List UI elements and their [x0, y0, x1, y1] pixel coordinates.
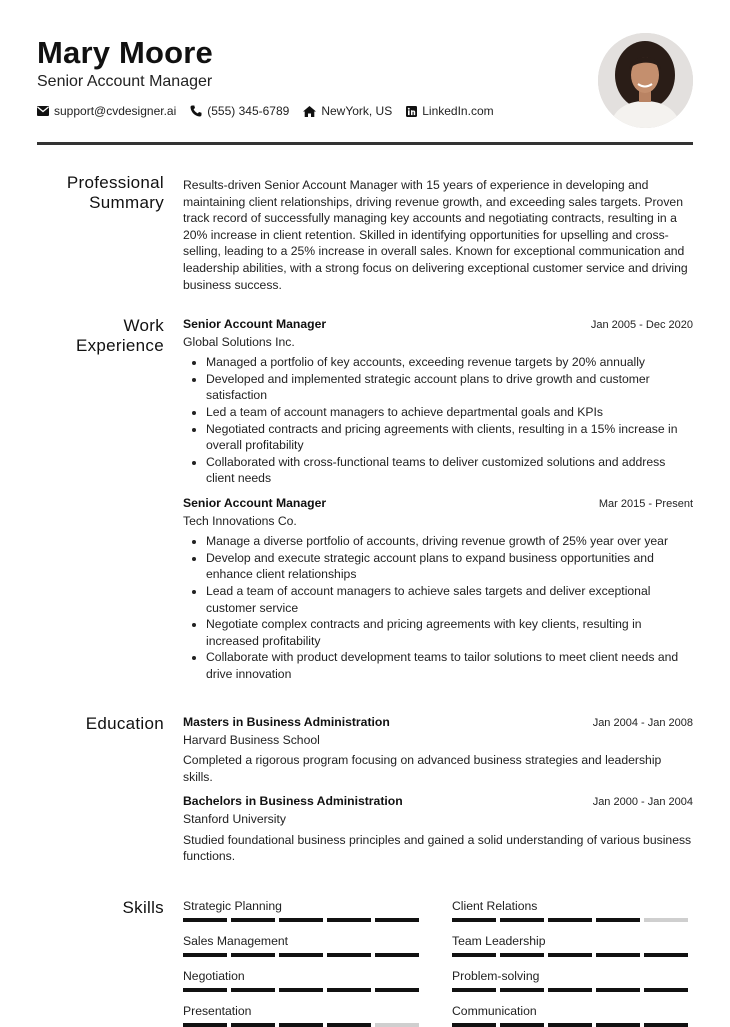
job-entry [183, 495, 693, 683]
list-item: • Manage a diverse portfolio of accounts, driving revenue growth of 25% year over year [206, 533, 693, 550]
skill-name: Team Leadership [452, 934, 546, 948]
candidate-role: Senior Account Manager [37, 73, 213, 90]
list-item: • Led a team of account managers to achieve departmental goals and KPIs [206, 404, 693, 421]
skill-level-segment [500, 953, 544, 957]
skill-item [452, 968, 692, 992]
skill-item [183, 968, 423, 992]
skill-level-segment [183, 953, 227, 957]
job-bullets [183, 354, 693, 487]
skill-level-segment [596, 953, 640, 957]
contact-linkedin[interactable] [406, 104, 493, 118]
skill-name: Problem-solving [452, 969, 540, 983]
summary-heading: Professional Summary [66, 173, 164, 212]
skill-name: Client Relations [452, 899, 538, 913]
skill-level-bar [183, 988, 423, 992]
contact-location-text: NewYork, US [321, 104, 393, 118]
skill-level-segment [231, 918, 275, 922]
skill-level-segment [183, 988, 227, 992]
skill-level-bar [452, 918, 692, 922]
list-item: • Lead a team of account managers to achieve sales targets and deliver exceptional customer service [206, 583, 693, 616]
skill-item [183, 1003, 423, 1027]
skill-level-segment [548, 988, 592, 992]
skill-level-segment [596, 988, 640, 992]
skill-level-bar [452, 988, 692, 992]
list-item: • Collaborated with cross-functional teams to deliver customized solutions and address client needs [206, 454, 693, 487]
phone-icon [190, 105, 202, 117]
job-dates: Jan 2005 - Dec 2020 [590, 319, 693, 331]
work-heading: Work Experience [75, 316, 164, 355]
skill-level-segment [183, 918, 227, 922]
skill-level-segment [231, 953, 275, 957]
skill-level-segment [327, 918, 371, 922]
summary-text: Results-driven Senior Account Manager with 15 years of experience in developing and maintaining client relationships, driving revenue growth, and exceeding sales targets. Proven track record of successfully managing key accounts and negotiating contracts, resulting in a 20% increase in client retention. Skilled in identifying opportunities for upselling and cross-selling, leading to a 25% increase in overall sales. Known for exceptional communication and leadership abilities, with a strong focus on delivering exceptional customer service and driving business success. [183, 178, 688, 292]
skill-level-segment [279, 953, 323, 957]
education-heading: Education [85, 714, 164, 733]
education-description: Completed a rigorous program focusing on advanced business strategies and leadership skills. [183, 753, 662, 784]
skill-name: Sales Management [183, 934, 289, 948]
skill-level-segment [327, 988, 371, 992]
skill-name: Presentation [183, 1004, 252, 1018]
education-entry [183, 793, 693, 864]
skill-item [452, 933, 692, 957]
skill-level-segment [375, 918, 419, 922]
skill-level-segment [279, 988, 323, 992]
skill-level-bar [183, 918, 423, 922]
job-title: Senior Account Manager [183, 317, 327, 331]
skill-level-segment [548, 953, 592, 957]
education-dates: Jan 2000 - Jan 2004 [592, 796, 693, 809]
job-dates: Mar 2015 - Present [598, 497, 693, 510]
skill-level-segment [375, 953, 419, 957]
skill-level-segment [327, 953, 371, 957]
skill-level-bar [452, 953, 692, 957]
list-item: • Collaborate with product development teams to tailor solutions to meet client needs and drive innovation [206, 649, 693, 682]
skill-level-segment [500, 988, 544, 992]
profile-photo [598, 33, 693, 128]
job-entry [183, 316, 693, 487]
job-title: Senior Account Manager [183, 495, 327, 510]
skill-name: Communication [452, 1004, 537, 1018]
contact-phone-text: (555) 345-6789 [207, 104, 290, 118]
contact-phone[interactable] [190, 104, 289, 118]
header-divider [37, 142, 693, 145]
home-icon [303, 106, 316, 117]
school-name: Stanford University [183, 811, 286, 826]
envelope-icon [37, 106, 49, 116]
education-dates: Jan 2004 - Jan 2008 [592, 717, 693, 729]
skill-level-segment [452, 953, 496, 957]
school-name: Harvard Business School [183, 732, 320, 747]
skill-item [183, 933, 423, 957]
contact-row [37, 104, 697, 118]
degree-title: Masters in Business Administration [183, 715, 390, 729]
education-entry [183, 714, 693, 785]
skill-level-segment [231, 988, 275, 992]
skill-level-segment [279, 918, 323, 922]
contact-email-text: support@cvdesigner.ai [54, 104, 177, 118]
job-bullets [183, 533, 693, 682]
candidate-name: Mary Moore [37, 35, 213, 70]
skill-level-segment [644, 918, 688, 922]
skill-item [183, 898, 423, 922]
skill-level-segment [452, 988, 496, 992]
skill-level-segment [644, 988, 688, 992]
skill-name: Negotiation [183, 969, 245, 983]
list-item: • Developed and implemented strategic account plans to drive growth and customer satisfaction [206, 371, 693, 404]
work-body [183, 316, 693, 682]
skill-level-segment [452, 918, 496, 922]
skill-level-segment [644, 953, 688, 957]
education-description: Studied foundational business principles and gained a solid understanding of various business functions. [183, 832, 692, 864]
list-item: • Develop and execute strategic account plans to expand business opportunities and enhance client relationships [206, 550, 693, 583]
skill-item [452, 898, 692, 922]
contact-linkedin-text: LinkedIn.com [422, 104, 494, 118]
skill-level-bar [183, 953, 423, 957]
contact-email[interactable] [37, 104, 176, 118]
skills-heading: Skills [122, 898, 164, 917]
contact-location [303, 104, 392, 118]
skill-level-segment [548, 918, 592, 922]
degree-title: Bachelors in Business Administration [183, 794, 403, 809]
list-item: • Managed a portfolio of key accounts, exceeding revenue targets by 20% annually [206, 354, 693, 371]
skill-level-segment [596, 918, 640, 922]
list-item: • Negotiated contracts and pricing agreements with clients, resulting in a 15% increase in overall profitability [206, 421, 693, 454]
job-company: Global Solutions Inc. [183, 334, 295, 349]
list-item: • Negotiate complex contracts and pricing agreements with key clients, resulting in increased profitability [206, 616, 693, 649]
education-body [183, 714, 693, 865]
linkedin-icon [406, 106, 417, 117]
skill-name: Strategic Planning [183, 899, 282, 913]
skill-item [452, 1003, 692, 1027]
skill-level-segment [375, 988, 419, 992]
skill-level-segment [500, 918, 544, 922]
job-company: Tech Innovations Co. [183, 513, 297, 528]
